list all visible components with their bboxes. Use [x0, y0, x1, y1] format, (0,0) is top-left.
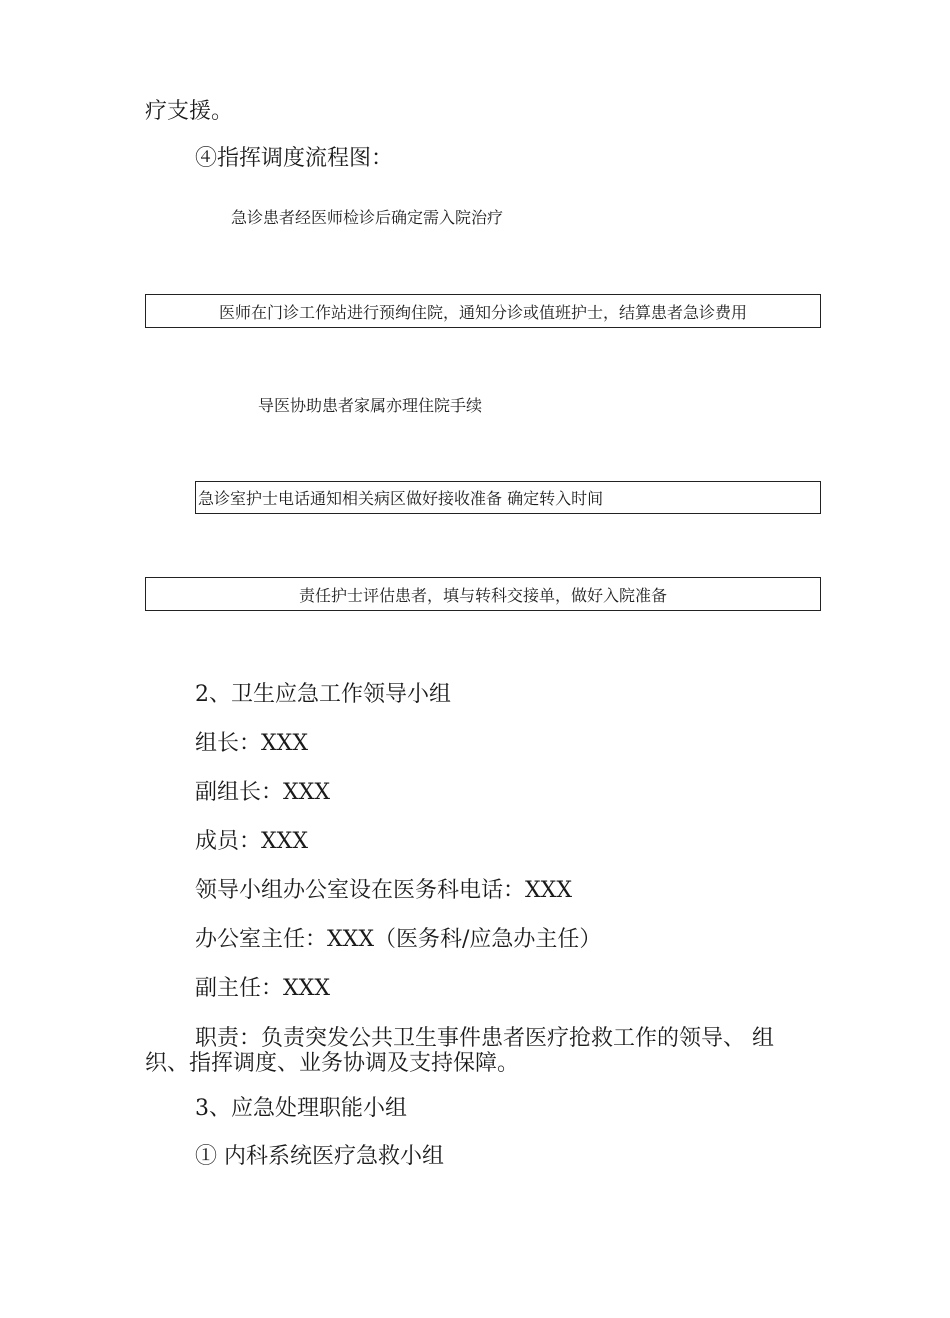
- flow-step-2-box: [145, 294, 821, 328]
- duties-line-1: 职责：负责突发公共卫生事件患者医疗抢救工作的领导、 组: [195, 1026, 774, 1051]
- flow-step-5-box: [145, 577, 821, 611]
- deputy-director-line: 副主任：XXX: [195, 976, 330, 1001]
- members-line: 成员：XXX: [195, 829, 308, 854]
- flow-step-3: 导医协助患者家属亦理住院手续: [258, 396, 483, 415]
- section-3-item-1: ① 内科系统医疗急救小组: [195, 1144, 444, 1169]
- leader-line: 组长：XXX: [195, 731, 308, 756]
- office-director-line: 办公室主任：XXX（医务科/应急办主任）: [195, 927, 602, 952]
- deputy-leader-line: 副组长：XXX: [195, 780, 330, 805]
- flow-step-1: 急诊患者经医师检诊后确定需入院治疗: [231, 208, 504, 227]
- section-2-heading: 2、卫生应急工作领导小组: [195, 682, 451, 707]
- office-phone-line: 领导小组办公室设在医务科电话：XXX: [195, 878, 572, 903]
- flow-step-5-text: 责任护士评估患者，填与转科交接单，做好入院准备: [298, 585, 667, 605]
- flowchart-heading: ④指挥调度流程图：: [195, 146, 394, 171]
- section-3-heading: 3、应急处理职能小组: [195, 1096, 407, 1121]
- duties-line-2: 织、指挥调度、业务协调及支持保障。: [145, 1051, 520, 1076]
- paragraph-continuation: 疗支援。: [145, 99, 234, 124]
- flow-step-4-text: 急诊室护士电话通知相关病区做好接收准备 确定转入时间: [198, 489, 604, 508]
- flow-step-2-text: 医师在门诊工作站进行预绚住院，通知分诊或值班护士，结算患者急诊费用: [218, 302, 747, 322]
- flow-step-4-box: [195, 481, 821, 514]
